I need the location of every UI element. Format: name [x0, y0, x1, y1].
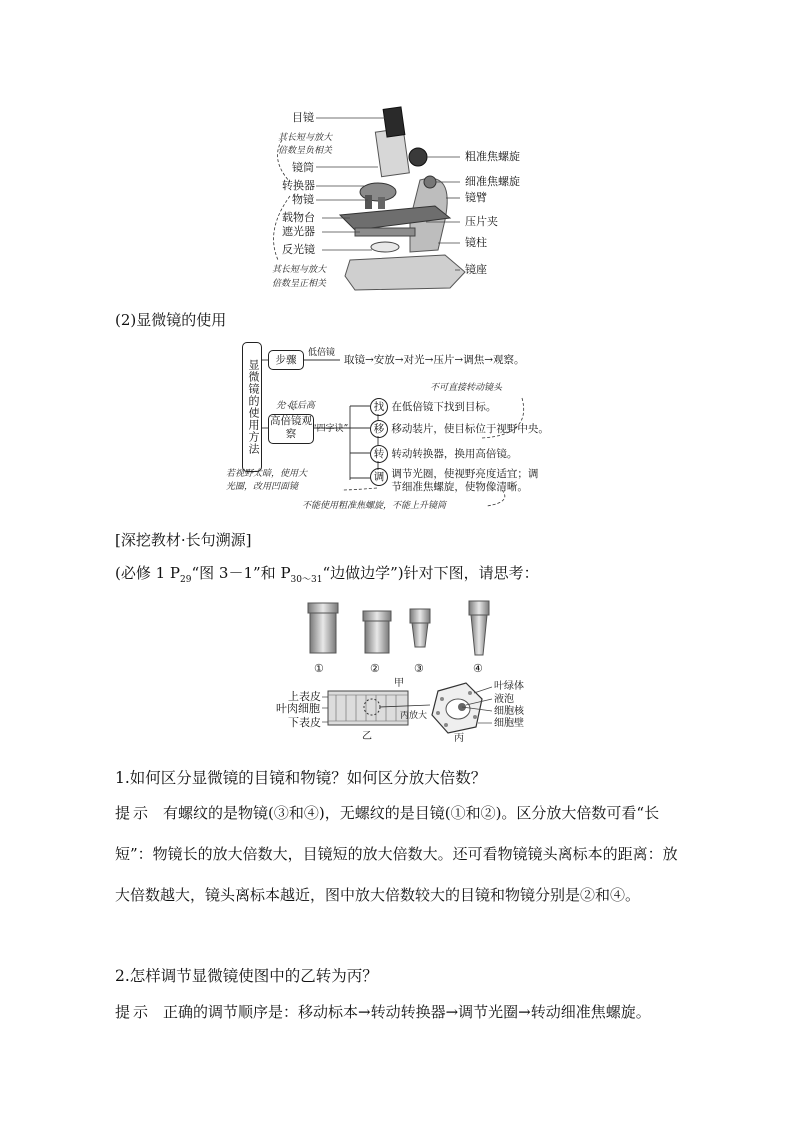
label-chloroplast: 叶绿体 [494, 681, 524, 692]
label-upper-epidermis: 上表皮 [288, 690, 321, 703]
intro-prefix: (必修 1 P [115, 564, 181, 582]
answer-2 [115, 992, 681, 1033]
usage-diagram [226, 340, 572, 520]
intro-sub1: 29 [180, 575, 192, 585]
answer-2-text: 正确的调节顺序是：移动标本→转动转换器→调节光圈→转动细准焦螺旋。 [163, 1003, 651, 1021]
usage-title: 显微镜的使用方法 [242, 342, 262, 472]
intro-sub2: 30～31 [290, 575, 323, 585]
answer-1-text: 有螺纹的是物镜(③和④)，无螺纹的是目镜(①和②)。区分放大倍数可看“长短”：物镜长的放大倍数大，目镜短的放大倍数大。还可看物镜镜头离标本的距离：放大倍数越大，镜头离标本越近，图中放大倍数较大的目镜和物镜分别是②和④。 [115, 804, 678, 904]
label-diaphragm: 遮光器 [282, 225, 315, 238]
label-mirror: 反光镜 [282, 243, 315, 256]
note-top-2: 倍数呈负相关 [278, 146, 333, 156]
label-nucleus: 细胞核 [494, 706, 524, 717]
row-turn [370, 445, 517, 463]
note-bottom-1: 其长短与放大 [272, 265, 327, 275]
row-move [370, 420, 549, 438]
label-lower-epidermis: 下表皮 [288, 716, 321, 729]
label-mesophyll: 叶肉细胞 [276, 702, 320, 715]
intro-line [115, 563, 539, 590]
enlarge-label: 丙放大 [400, 711, 428, 721]
hint-2-label: 提示 [115, 1003, 152, 1021]
row-adjust [370, 468, 541, 494]
label-arm: 镜臂 [465, 191, 487, 204]
label-coarse-focus: 粗准焦螺旋 [465, 150, 520, 163]
intro-suffix: “边做边学”)针对下图，请思考： [322, 564, 539, 582]
question-1: 1.如何区分显微镜的目镜和物镜？如何区分放大倍数？ [115, 769, 487, 787]
hint-1-label: 提示 [115, 804, 152, 822]
steps-flow: 取镜→安放→对光→压片→调焦→观察。 [344, 354, 525, 366]
label-eyepiece: 目镜 [292, 111, 314, 124]
note-bottom-2: 倍数呈正相关 [272, 279, 327, 289]
note-dark-1: 若视野太暗，使用大 [226, 469, 308, 479]
lens-4-label: ④ [473, 662, 483, 675]
row-find-text: 在低倍镜下找到目标。 [391, 401, 497, 413]
steps-box: 步骤 [268, 350, 304, 370]
label-vacuole: 液泡 [494, 694, 514, 705]
label-fine-focus: 细准焦螺旋 [465, 175, 520, 188]
row-turn-text: 转动转换器，换用高倍镜。 [391, 448, 518, 460]
intro-mid: “图 3－1”和 P [191, 564, 291, 582]
microscope-figure [260, 100, 550, 295]
note-fine: 不能使用粗准焦螺旋，不能上升镜筒 [302, 501, 447, 511]
label-tube: 镜筒 [292, 161, 314, 174]
label-clip: 压片夹 [465, 215, 498, 228]
row-adjust-char: 调 [370, 468, 388, 486]
row-adjust-text: 调节光圈，使视野亮度适宜；调节细准焦螺旋，使物像清晰。 [391, 468, 539, 493]
row-move-text: 移动装片，使目标位于视野中央。 [391, 423, 549, 435]
low-power-label: 低倍镜 [308, 348, 336, 358]
label-nosepiece: 转换器 [282, 179, 315, 192]
label-pillar: 镜柱 [465, 236, 487, 249]
lens-1-label: ① [314, 662, 324, 675]
note-dark-2: 光圈，改用凹面镜 [226, 482, 299, 492]
lens-2-label: ② [370, 662, 380, 675]
row-turn-char: 转 [370, 445, 388, 463]
group-label-jia: 甲 [394, 678, 404, 689]
question-2: 2.怎样调节显微镜使图中的乙转为丙？ [115, 967, 378, 985]
label-stage: 载物台 [282, 211, 315, 224]
sub-label-bing: 丙 [454, 733, 464, 744]
sub-label-yi: 乙 [362, 731, 372, 742]
label-base: 镜座 [465, 263, 487, 276]
answer-1 [115, 793, 681, 916]
section-2-title: (2)显微镜的使用 [115, 311, 227, 329]
row-find [370, 398, 496, 416]
note-top-1: 其长短与放大 [278, 133, 333, 143]
label-cell-wall: 细胞壁 [494, 718, 524, 729]
four-words: “四字诀” [312, 424, 349, 434]
lens-3-label: ③ [414, 662, 424, 675]
note-first: 先 低后高 [276, 401, 315, 411]
note-no-direct-turn: 不可直接转动镜头 [430, 383, 503, 393]
high-power-box: 高倍镜观察 [268, 414, 314, 444]
dig-title: [深挖教材·长句溯源] [115, 531, 252, 549]
row-find-char: 找 [370, 398, 388, 416]
lens-figure [270, 595, 530, 745]
row-move-char: 移 [370, 420, 388, 438]
label-objective: 物镜 [292, 193, 314, 206]
